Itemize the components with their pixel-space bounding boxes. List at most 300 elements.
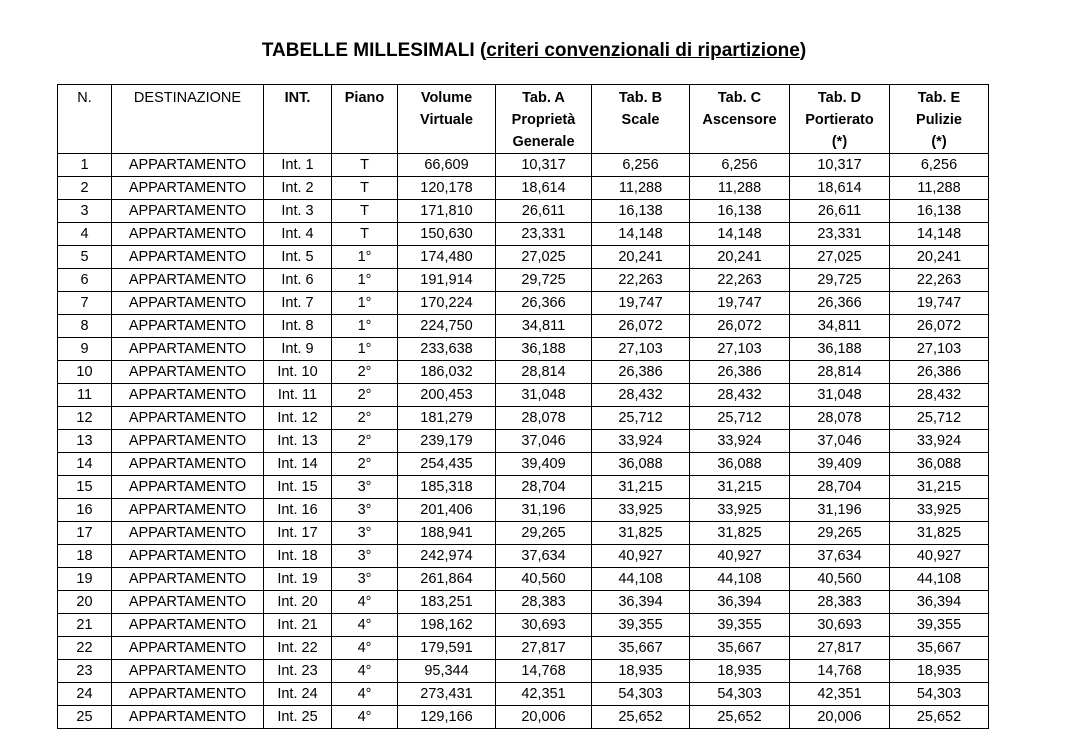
cell-piano: T <box>332 154 398 177</box>
cell-destinazione: APPARTAMENTO <box>112 706 264 729</box>
cell-tab-e: 39,355 <box>890 614 989 637</box>
table-row <box>58 591 989 614</box>
cell-tab-d: 37,046 <box>790 430 890 453</box>
header-tab-e <box>890 85 989 154</box>
cell-piano: 2° <box>332 384 398 407</box>
cell-tab-d: 28,814 <box>790 361 890 384</box>
cell-tab-d: 26,611 <box>790 200 890 223</box>
cell-tab-a: 28,814 <box>496 361 592 384</box>
table-row <box>58 476 989 499</box>
cell-piano: 2° <box>332 430 398 453</box>
cell-tab-d: 20,006 <box>790 706 890 729</box>
cell-piano: 3° <box>332 499 398 522</box>
cell-piano: 1° <box>332 338 398 361</box>
cell-tab-e: 40,927 <box>890 545 989 568</box>
cell-tab-c: 31,215 <box>690 476 790 499</box>
cell-n: 15 <box>58 476 112 499</box>
table-row <box>58 683 989 706</box>
table-row <box>58 407 989 430</box>
cell-piano: 3° <box>332 476 398 499</box>
cell-int: Int. 14 <box>264 453 332 476</box>
cell-tab-e: 28,432 <box>890 384 989 407</box>
cell-tab-c: 33,924 <box>690 430 790 453</box>
cell-destinazione: APPARTAMENTO <box>112 177 264 200</box>
cell-tab-b: 54,303 <box>592 683 690 706</box>
cell-tab-e: 6,256 <box>890 154 989 177</box>
cell-piano: 1° <box>332 246 398 269</box>
cell-destinazione: APPARTAMENTO <box>112 430 264 453</box>
cell-tab-c: 20,241 <box>690 246 790 269</box>
cell-tab-b: 35,667 <box>592 637 690 660</box>
cell-tab-a: 31,196 <box>496 499 592 522</box>
cell-piano: 3° <box>332 545 398 568</box>
table-row <box>58 200 989 223</box>
header-line: Generale <box>512 134 575 150</box>
table-row <box>58 522 989 545</box>
cell-int: Int. 23 <box>264 660 332 683</box>
table-row <box>58 223 989 246</box>
cell-tab-c: 22,263 <box>690 269 790 292</box>
cell-destinazione: APPARTAMENTO <box>112 315 264 338</box>
cell-destinazione: APPARTAMENTO <box>112 361 264 384</box>
cell-n: 10 <box>58 361 112 384</box>
cell-tab-e: 19,747 <box>890 292 989 315</box>
cell-int: Int. 22 <box>264 637 332 660</box>
cell-destinazione: APPARTAMENTO <box>112 637 264 660</box>
header-line: INT. <box>284 90 311 106</box>
cell-tab-a: 42,351 <box>496 683 592 706</box>
cell-piano: 2° <box>332 407 398 430</box>
cell-destinazione: APPARTAMENTO <box>112 453 264 476</box>
header-line: Tab. C <box>717 90 762 106</box>
cell-volume-virtuale: 261,864 <box>398 568 496 591</box>
cell-tab-e: 11,288 <box>890 177 989 200</box>
header-line: Portierato <box>805 112 874 128</box>
cell-tab-e: 54,303 <box>890 683 989 706</box>
cell-tab-e: 25,712 <box>890 407 989 430</box>
header-destinazione <box>112 85 264 154</box>
cell-tab-a: 27,817 <box>496 637 592 660</box>
cell-volume-virtuale: 129,166 <box>398 706 496 729</box>
table-row <box>58 453 989 476</box>
cell-volume-virtuale: 198,162 <box>398 614 496 637</box>
cell-tab-c: 25,652 <box>690 706 790 729</box>
cell-int: Int. 16 <box>264 499 332 522</box>
header-line: Virtuale <box>420 112 473 128</box>
cell-tab-c: 19,747 <box>690 292 790 315</box>
cell-tab-b: 20,241 <box>592 246 690 269</box>
table-row <box>58 545 989 568</box>
cell-piano: 3° <box>332 568 398 591</box>
header-line: (*) <box>931 134 947 150</box>
title-open-paren: ( <box>479 40 487 61</box>
cell-tab-c: 44,108 <box>690 568 790 591</box>
cell-destinazione: APPARTAMENTO <box>112 545 264 568</box>
header-tab-d <box>790 85 890 154</box>
cell-volume-virtuale: 185,318 <box>398 476 496 499</box>
cell-n: 22 <box>58 637 112 660</box>
cell-tab-c: 14,148 <box>690 223 790 246</box>
header-line: N. <box>77 90 92 106</box>
cell-tab-c: 28,432 <box>690 384 790 407</box>
cell-n: 23 <box>58 660 112 683</box>
table-row <box>58 660 989 683</box>
cell-tab-a: 27,025 <box>496 246 592 269</box>
cell-volume-virtuale: 120,178 <box>398 177 496 200</box>
cell-tab-b: 16,138 <box>592 200 690 223</box>
cell-tab-d: 39,409 <box>790 453 890 476</box>
cell-tab-a: 28,383 <box>496 591 592 614</box>
cell-n: 13 <box>58 430 112 453</box>
cell-tab-c: 11,288 <box>690 177 790 200</box>
cell-tab-d: 29,725 <box>790 269 890 292</box>
cell-int: Int. 4 <box>264 223 332 246</box>
cell-tab-c: 25,712 <box>690 407 790 430</box>
cell-int: Int. 19 <box>264 568 332 591</box>
cell-int: Int. 3 <box>264 200 332 223</box>
millesimal-table <box>57 84 989 729</box>
table-row <box>58 338 989 361</box>
cell-destinazione: APPARTAMENTO <box>112 499 264 522</box>
cell-n: 19 <box>58 568 112 591</box>
cell-tab-c: 6,256 <box>690 154 790 177</box>
cell-destinazione: APPARTAMENTO <box>112 660 264 683</box>
cell-tab-c: 40,927 <box>690 545 790 568</box>
cell-tab-b: 36,088 <box>592 453 690 476</box>
cell-tab-e: 33,924 <box>890 430 989 453</box>
cell-volume-virtuale: 171,810 <box>398 200 496 223</box>
cell-tab-c: 54,303 <box>690 683 790 706</box>
header-tab-a <box>496 85 592 154</box>
cell-piano: 4° <box>332 614 398 637</box>
cell-tab-b: 11,288 <box>592 177 690 200</box>
header-piano <box>332 85 398 154</box>
cell-tab-a: 20,006 <box>496 706 592 729</box>
cell-n: 3 <box>58 200 112 223</box>
table-row <box>58 614 989 637</box>
header-line: Proprietà <box>511 112 576 128</box>
page-title <box>0 40 1068 62</box>
cell-piano: 4° <box>332 660 398 683</box>
cell-int: Int. 12 <box>264 407 332 430</box>
cell-tab-e: 20,241 <box>890 246 989 269</box>
cell-n: 1 <box>58 154 112 177</box>
header-line: Pulizie <box>916 112 962 128</box>
cell-tab-d: 27,025 <box>790 246 890 269</box>
cell-tab-a: 28,704 <box>496 476 592 499</box>
cell-tab-c: 39,355 <box>690 614 790 637</box>
cell-tab-a: 29,265 <box>496 522 592 545</box>
cell-n: 9 <box>58 338 112 361</box>
cell-tab-d: 42,351 <box>790 683 890 706</box>
title-subtitle: criteri convenzionali di ripartizione <box>486 40 800 61</box>
cell-tab-e: 35,667 <box>890 637 989 660</box>
cell-volume-virtuale: 191,914 <box>398 269 496 292</box>
cell-tab-b: 33,924 <box>592 430 690 453</box>
cell-tab-a: 40,560 <box>496 568 592 591</box>
cell-int: Int. 17 <box>264 522 332 545</box>
table-row <box>58 292 989 315</box>
cell-tab-e: 14,148 <box>890 223 989 246</box>
cell-destinazione: APPARTAMENTO <box>112 338 264 361</box>
cell-n: 17 <box>58 522 112 545</box>
cell-tab-d: 28,704 <box>790 476 890 499</box>
cell-n: 14 <box>58 453 112 476</box>
cell-n: 6 <box>58 269 112 292</box>
table-row <box>58 430 989 453</box>
table-row <box>58 269 989 292</box>
cell-piano: 4° <box>332 706 398 729</box>
cell-n: 5 <box>58 246 112 269</box>
cell-tab-a: 10,317 <box>496 154 592 177</box>
cell-n: 24 <box>58 683 112 706</box>
cell-tab-b: 25,652 <box>592 706 690 729</box>
cell-piano: 4° <box>332 637 398 660</box>
cell-tab-c: 35,667 <box>690 637 790 660</box>
cell-tab-d: 31,196 <box>790 499 890 522</box>
cell-tab-b: 44,108 <box>592 568 690 591</box>
cell-tab-c: 26,072 <box>690 315 790 338</box>
cell-piano: 1° <box>332 315 398 338</box>
cell-volume-virtuale: 233,638 <box>398 338 496 361</box>
cell-destinazione: APPARTAMENTO <box>112 568 264 591</box>
cell-tab-e: 36,394 <box>890 591 989 614</box>
cell-volume-virtuale: 242,974 <box>398 545 496 568</box>
cell-tab-e: 27,103 <box>890 338 989 361</box>
cell-tab-d: 14,768 <box>790 660 890 683</box>
cell-n: 11 <box>58 384 112 407</box>
cell-tab-d: 40,560 <box>790 568 890 591</box>
table-row <box>58 637 989 660</box>
header-line: Piano <box>344 90 385 106</box>
cell-destinazione: APPARTAMENTO <box>112 476 264 499</box>
cell-tab-d: 36,188 <box>790 338 890 361</box>
cell-tab-c: 16,138 <box>690 200 790 223</box>
table-header-row <box>58 85 989 154</box>
header-int <box>264 85 332 154</box>
cell-int: Int. 21 <box>264 614 332 637</box>
header-n <box>58 85 112 154</box>
cell-tab-d: 29,265 <box>790 522 890 545</box>
cell-n: 2 <box>58 177 112 200</box>
cell-tab-d: 27,817 <box>790 637 890 660</box>
header-line: Tab. E <box>917 90 961 106</box>
cell-int: Int. 24 <box>264 683 332 706</box>
cell-n: 4 <box>58 223 112 246</box>
cell-destinazione: APPARTAMENTO <box>112 407 264 430</box>
cell-tab-a: 37,634 <box>496 545 592 568</box>
cell-tab-b: 31,825 <box>592 522 690 545</box>
cell-volume-virtuale: 188,941 <box>398 522 496 545</box>
cell-tab-b: 39,355 <box>592 614 690 637</box>
cell-tab-c: 27,103 <box>690 338 790 361</box>
cell-tab-e: 16,138 <box>890 200 989 223</box>
table-row <box>58 568 989 591</box>
cell-piano: T <box>332 177 398 200</box>
cell-n: 7 <box>58 292 112 315</box>
cell-int: Int. 6 <box>264 269 332 292</box>
cell-int: Int. 5 <box>264 246 332 269</box>
cell-tab-e: 44,108 <box>890 568 989 591</box>
cell-tab-b: 22,263 <box>592 269 690 292</box>
cell-tab-e: 36,088 <box>890 453 989 476</box>
cell-tab-a: 29,725 <box>496 269 592 292</box>
cell-tab-a: 26,611 <box>496 200 592 223</box>
cell-tab-c: 18,935 <box>690 660 790 683</box>
header-line: Tab. A <box>522 90 565 106</box>
cell-volume-virtuale: 183,251 <box>398 591 496 614</box>
cell-piano: 2° <box>332 361 398 384</box>
cell-tab-a: 37,046 <box>496 430 592 453</box>
cell-destinazione: APPARTAMENTO <box>112 246 264 269</box>
table-row <box>58 315 989 338</box>
header-tab-c <box>690 85 790 154</box>
cell-int: Int. 13 <box>264 430 332 453</box>
cell-tab-d: 10,317 <box>790 154 890 177</box>
cell-int: Int. 2 <box>264 177 332 200</box>
cell-destinazione: APPARTAMENTO <box>112 292 264 315</box>
cell-piano: T <box>332 200 398 223</box>
cell-destinazione: APPARTAMENTO <box>112 200 264 223</box>
header-line: Scale <box>621 112 660 128</box>
table-body <box>58 154 989 729</box>
cell-tab-a: 18,614 <box>496 177 592 200</box>
cell-tab-a: 26,366 <box>496 292 592 315</box>
cell-tab-b: 14,148 <box>592 223 690 246</box>
cell-piano: 3° <box>332 522 398 545</box>
cell-int: Int. 18 <box>264 545 332 568</box>
cell-piano: 1° <box>332 292 398 315</box>
cell-piano: 4° <box>332 683 398 706</box>
cell-tab-b: 26,386 <box>592 361 690 384</box>
cell-destinazione: APPARTAMENTO <box>112 614 264 637</box>
header-volume-virtuale <box>398 85 496 154</box>
cell-tab-c: 36,394 <box>690 591 790 614</box>
cell-volume-virtuale: 174,480 <box>398 246 496 269</box>
cell-tab-e: 18,935 <box>890 660 989 683</box>
header-line: Volume <box>420 90 473 106</box>
cell-destinazione: APPARTAMENTO <box>112 591 264 614</box>
cell-destinazione: APPARTAMENTO <box>112 269 264 292</box>
table-row <box>58 706 989 729</box>
cell-int: Int. 1 <box>264 154 332 177</box>
cell-tab-b: 40,927 <box>592 545 690 568</box>
cell-tab-d: 31,048 <box>790 384 890 407</box>
cell-volume-virtuale: 239,179 <box>398 430 496 453</box>
table-row <box>58 499 989 522</box>
cell-tab-c: 36,088 <box>690 453 790 476</box>
cell-tab-e: 26,072 <box>890 315 989 338</box>
header-line: Ascensore <box>702 112 777 128</box>
cell-tab-d: 37,634 <box>790 545 890 568</box>
cell-tab-c: 26,386 <box>690 361 790 384</box>
cell-int: Int. 8 <box>264 315 332 338</box>
title-main: TABELLE MILLESIMALI <box>261 40 475 61</box>
cell-int: Int. 7 <box>264 292 332 315</box>
cell-n: 21 <box>58 614 112 637</box>
header-line: DESTINAZIONE <box>133 90 242 106</box>
cell-tab-b: 19,747 <box>592 292 690 315</box>
cell-destinazione: APPARTAMENTO <box>112 384 264 407</box>
cell-tab-a: 23,331 <box>496 223 592 246</box>
cell-tab-b: 28,432 <box>592 384 690 407</box>
cell-tab-e: 22,263 <box>890 269 989 292</box>
table-row <box>58 154 989 177</box>
header-line: (*) <box>831 134 848 150</box>
cell-piano: T <box>332 223 398 246</box>
cell-tab-b: 31,215 <box>592 476 690 499</box>
cell-n: 8 <box>58 315 112 338</box>
cell-int: Int. 15 <box>264 476 332 499</box>
cell-volume-virtuale: 179,591 <box>398 637 496 660</box>
cell-volume-virtuale: 224,750 <box>398 315 496 338</box>
header-line: Tab. D <box>817 90 862 106</box>
cell-tab-a: 31,048 <box>496 384 592 407</box>
cell-volume-virtuale: 273,431 <box>398 683 496 706</box>
cell-tab-a: 34,811 <box>496 315 592 338</box>
cell-tab-d: 23,331 <box>790 223 890 246</box>
cell-tab-c: 31,825 <box>690 522 790 545</box>
cell-int: Int. 9 <box>264 338 332 361</box>
table-row <box>58 246 989 269</box>
cell-tab-d: 18,614 <box>790 177 890 200</box>
cell-n: 25 <box>58 706 112 729</box>
cell-piano: 2° <box>332 453 398 476</box>
table-row <box>58 384 989 407</box>
cell-int: Int. 25 <box>264 706 332 729</box>
cell-volume-virtuale: 200,453 <box>398 384 496 407</box>
cell-tab-b: 6,256 <box>592 154 690 177</box>
cell-volume-virtuale: 186,032 <box>398 361 496 384</box>
cell-tab-d: 34,811 <box>790 315 890 338</box>
cell-n: 20 <box>58 591 112 614</box>
cell-piano: 1° <box>332 269 398 292</box>
cell-tab-d: 26,366 <box>790 292 890 315</box>
title-close-paren: ) <box>799 40 807 61</box>
cell-volume-virtuale: 254,435 <box>398 453 496 476</box>
cell-tab-a: 14,768 <box>496 660 592 683</box>
cell-volume-virtuale: 170,224 <box>398 292 496 315</box>
cell-tab-b: 27,103 <box>592 338 690 361</box>
cell-tab-e: 33,925 <box>890 499 989 522</box>
cell-tab-b: 18,935 <box>592 660 690 683</box>
cell-tab-b: 33,925 <box>592 499 690 522</box>
cell-tab-d: 30,693 <box>790 614 890 637</box>
cell-volume-virtuale: 66,609 <box>398 154 496 177</box>
cell-volume-virtuale: 95,344 <box>398 660 496 683</box>
cell-tab-b: 36,394 <box>592 591 690 614</box>
cell-tab-b: 25,712 <box>592 407 690 430</box>
cell-n: 16 <box>58 499 112 522</box>
cell-int: Int. 10 <box>264 361 332 384</box>
cell-tab-c: 33,925 <box>690 499 790 522</box>
table-row <box>58 361 989 384</box>
cell-tab-a: 36,188 <box>496 338 592 361</box>
cell-destinazione: APPARTAMENTO <box>112 223 264 246</box>
cell-tab-e: 25,652 <box>890 706 989 729</box>
cell-volume-virtuale: 181,279 <box>398 407 496 430</box>
cell-n: 12 <box>58 407 112 430</box>
cell-destinazione: APPARTAMENTO <box>112 683 264 706</box>
cell-volume-virtuale: 201,406 <box>398 499 496 522</box>
cell-tab-e: 31,825 <box>890 522 989 545</box>
cell-tab-d: 28,078 <box>790 407 890 430</box>
cell-int: Int. 20 <box>264 591 332 614</box>
cell-tab-e: 26,386 <box>890 361 989 384</box>
header-tab-b <box>592 85 690 154</box>
cell-destinazione: APPARTAMENTO <box>112 154 264 177</box>
cell-destinazione: APPARTAMENTO <box>112 522 264 545</box>
